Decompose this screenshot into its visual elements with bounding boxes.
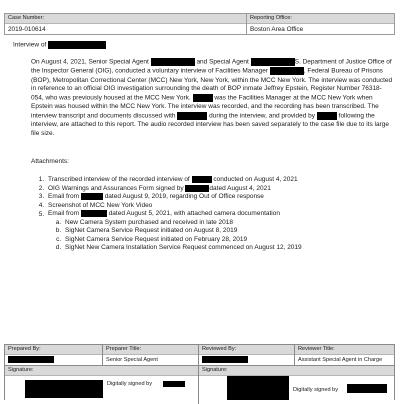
redaction: [317, 112, 337, 120]
header-table: [4, 13, 395, 35]
list-item: 3. Email from dated August 9, 2019, regarding Out of Office response: [46, 193, 386, 202]
redaction: [251, 58, 295, 66]
redaction: [81, 193, 103, 200]
redaction: [48, 41, 106, 49]
body-text: Justice Office of the Inspector General (OIG), conducted a voluntary interview of Facilities Manager: [31, 58, 392, 76]
camera-documentation-list: [48, 219, 386, 253]
body-text: and Special Agent: [196, 58, 249, 66]
signature-row: [5, 366, 394, 404]
signature-table: [4, 344, 395, 400]
preparer-title-label: Preparer Title:: [103, 345, 198, 355]
list-item: 1. Transcribed interview of the recorded interview of conducted on August 4, 2021: [46, 176, 386, 185]
list-item: a. New Camera System purchased and received in late 2018: [63, 219, 386, 227]
prepared-by-value: [5, 355, 102, 366]
reporting-office-cell: [246, 14, 394, 34]
reviewer-title-label: Reviewer Title:: [295, 345, 394, 355]
title-label-row: [5, 345, 394, 355]
case-number-label: Case Number:: [5, 14, 246, 24]
interview-label: Interview of: [13, 41, 47, 49]
list-item: 5. Email from dated August 5, 2021, with attached camera documentation a. New Camera System purchased and received in late 2018 b. SigNet Camera Service Request initiated on August 8, 2019 c. SigNet Camera Service Request initiated on February 28, 2019 d. SigNet New Camera Installation Service Request commenced on August 12, 2019: [46, 210, 386, 252]
interview-summary-paragraph: [31, 58, 393, 138]
body-text: S. Department of: [294, 58, 344, 66]
case-number: 2019-010614: [8, 26, 46, 33]
reporting-office-label: Reporting Office:: [247, 14, 394, 24]
prepared-by-label: Prepared By:: [5, 345, 102, 355]
redaction: [177, 112, 207, 120]
redaction: [347, 384, 387, 393]
redaction: [193, 94, 213, 102]
case-number-cell: [5, 14, 246, 34]
redaction: [270, 67, 304, 75]
body-text: was the Facilities Manager at the MCC New York when Epstein was housed within the MCC New York. The interview was recorded, and the recording has been transcribed. The interview transcript and documents discussed with: [31, 94, 379, 120]
redaction: [227, 376, 289, 400]
redaction: [192, 176, 212, 183]
reviewer-title: Assistant Special Agent in Charge: [295, 355, 394, 366]
body-text: following the interview, are attached to this report. The audio recorded interview has been saved separately to the case file due to its large file size.: [31, 112, 389, 137]
reporting-office: Boston Area Office: [250, 26, 304, 33]
digital-signature-text: Digitally signed by: [293, 387, 339, 393]
body-text: , Federal Bureau of Prisons (BOP), Metropolitan Correctional Center (MCC) New York, New York, within the MCC New York. The interview was conducted in reference to an official OIG investigation surrounding the death of BOP inmate Jeffrey Epstein, Register Number 76318-054, who was previously housed at the MCC New York.: [31, 68, 393, 102]
list-item: c. SigNet Camera Service Request initiated on February 28, 2019: [63, 236, 386, 244]
redaction: [25, 380, 103, 398]
redaction: [8, 356, 54, 363]
title-value-row: [5, 355, 394, 366]
list-item: d. SigNet New Camera Installation Service Request commenced on August 12, 2019: [63, 244, 386, 252]
body-text: On August 4, 2021, Senior Special Agent: [31, 58, 149, 66]
attachments-list: [31, 176, 386, 253]
signature-label: Signature:: [199, 366, 394, 376]
preparer-title: Senior Special Agent: [103, 355, 198, 366]
reviewed-by-value: [199, 355, 294, 366]
redaction: [151, 58, 195, 66]
list-item: b. SigNet Camera Service Request initiated on August 8, 2019: [63, 227, 386, 235]
interview-title: [13, 41, 106, 50]
reviewed-by-label: Reviewed By:: [199, 345, 294, 355]
body-text: during the interview, and provided by: [209, 112, 316, 120]
list-item: 2. OIG Warnings and Assurances Form signed by dated August 4, 2021: [46, 185, 386, 194]
redaction: [202, 356, 248, 363]
attachments-heading: Attachments:: [31, 158, 69, 165]
list-item: 4. Screenshot of MCC New York Video: [46, 202, 386, 210]
redaction: [163, 381, 185, 387]
redaction: [81, 210, 107, 217]
redaction: [185, 185, 209, 192]
digital-signature-text: Digitally signed by: [107, 381, 153, 387]
signature-label: Signature:: [5, 366, 198, 376]
